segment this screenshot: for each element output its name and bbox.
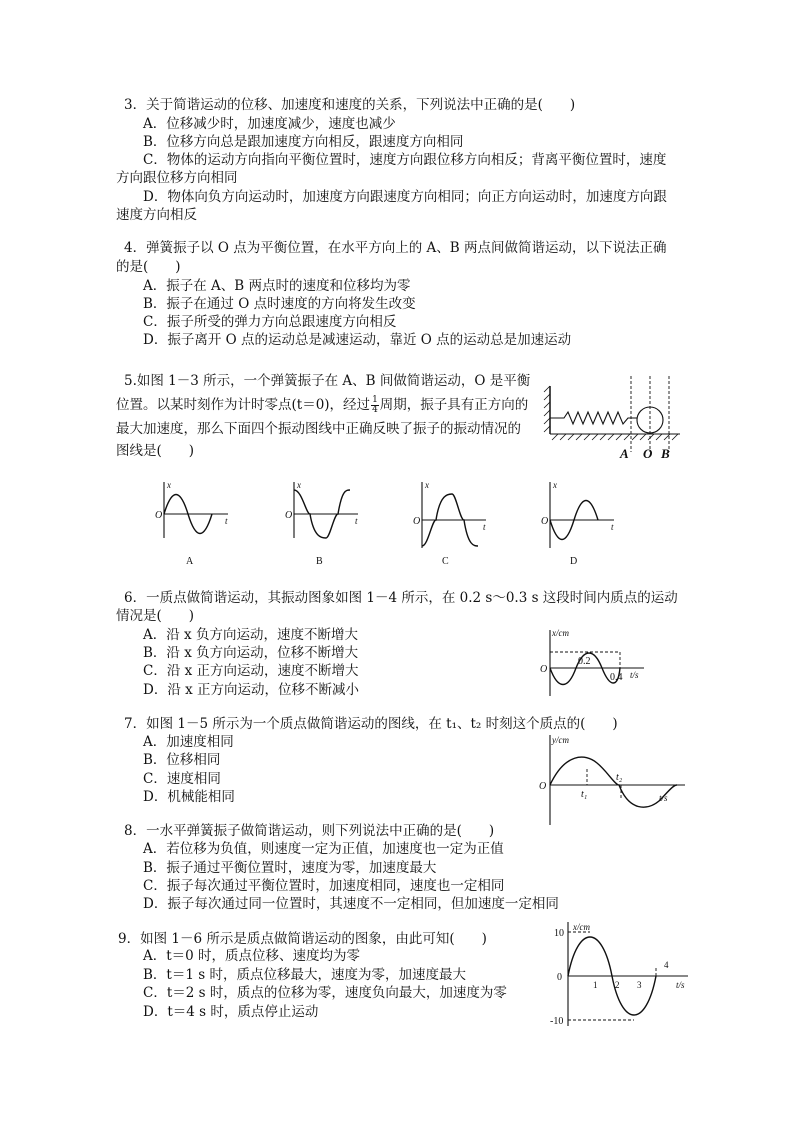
y-max-label: 10 xyxy=(554,928,564,939)
q3-option-c-cont: 方向跟位移方向相同 xyxy=(116,170,238,186)
q6-stem: 6．一质点做简谐运动，其振动图象如图 1－4 所示，在 0.2 s～0.3 s 这段时间内质点的运动 xyxy=(124,590,678,606)
oscillator-ball xyxy=(637,407,663,433)
y-axis-label: x xyxy=(553,480,557,490)
floor-hatching xyxy=(552,434,678,440)
q4-stem: 4．弹簧振子以 O 点为平衡位置，在水平方向上的 A、B 两点间做简谐运动，以下说法正确 xyxy=(124,240,667,256)
q6-option-d: D．沿 x 正方向运动，位移不断减小 xyxy=(143,682,360,698)
q5-line2-pre: 位置。以某时刻作为计时零点(t＝0)，经过 xyxy=(116,397,371,413)
q7-option-b: B．位移相同 xyxy=(143,752,221,768)
y-axis-label: y/cm xyxy=(552,735,569,745)
tick-2: 2 xyxy=(615,980,620,990)
q4-option-c: C．振子所受的弹力方向总跟速度方向相反 xyxy=(143,314,397,330)
y-axis-label: x xyxy=(297,480,301,490)
y-min-label: -10 xyxy=(550,1016,564,1027)
q5-spring-figure xyxy=(540,372,690,462)
q9-option-c: C．t＝2 s 时，质点的位移为零，速度负向最大，加速度为零 xyxy=(143,985,507,1001)
q3-option-d-cont: 速度方向相反 xyxy=(116,207,197,223)
x-axis-label: t xyxy=(611,522,614,532)
x-axis-label: t xyxy=(483,522,486,532)
q5-graph-d xyxy=(538,478,618,568)
q8-option-d: D．振子每次通过同一位置时，其速度不一定相同，但加速度一定相同 xyxy=(143,896,559,912)
graph-b-label: B xyxy=(316,556,323,567)
q5-stem-line2 xyxy=(116,396,528,415)
x-axis-label: t/s xyxy=(630,670,639,680)
q9-option-d: D．t＝4 s 时，质点停止运动 xyxy=(143,1004,319,1020)
q5-stem-line1: 5.如图 1－3 所示，一个弹簧振子在 A、B 间做简谐运动，O 是平衡 xyxy=(124,373,531,389)
q6-option-b: B．沿 x 负方向运动，位移不断增大 xyxy=(143,645,359,661)
tick-4: 4 xyxy=(664,960,669,970)
q7-curve xyxy=(550,757,677,807)
origin-label: O xyxy=(413,516,421,527)
tick-1: 1 xyxy=(593,980,598,990)
q3-option-b: B．位移方向总是跟加速度方向相反，跟速度方向相同 xyxy=(143,134,464,150)
q5-graph-a xyxy=(152,478,232,568)
q6-stem-cont: 情况是( ) xyxy=(116,608,195,624)
y-axis-label: x/cm xyxy=(552,628,569,638)
q5-line2-post: 周期，振子具有正方向的 xyxy=(379,397,529,413)
origin-label: O xyxy=(539,781,547,792)
q8-option-b: B．振子通过平衡位置时，速度为零，加速度最大 xyxy=(143,860,437,876)
q7-option-c: C．速度相同 xyxy=(143,771,221,787)
q5-stem-line4: 图线是( ) xyxy=(116,443,195,459)
label-b: B xyxy=(661,446,670,461)
q6-option-c: C．沿 x 正方向运动，速度不断增大 xyxy=(143,663,359,679)
q9-graph xyxy=(540,920,690,1030)
spring xyxy=(550,412,637,424)
q4-option-d: D．振子离开 O 点的运动总是减速运动，靠近 O 点的运动总是加速运动 xyxy=(143,332,572,348)
graph-a-label: A xyxy=(186,556,194,567)
y-axis-label: x xyxy=(167,480,171,490)
q5-stem-line3: 最大加速度，那么下面四个振动图线中正确反映了振子的振动情况的 xyxy=(116,421,521,437)
y-axis-label: x/cm xyxy=(573,922,590,932)
q3-stem: 3．关于简谐运动的位移、加速度和速度的关系，下列说法中正确的是( ) xyxy=(124,97,576,113)
q7-graph xyxy=(537,733,687,828)
q5-graph-c xyxy=(410,478,490,568)
q8-option-a: A．若位移为负值，则速度一定为正值，加速度也一定为正值 xyxy=(143,841,504,857)
q7-option-d: D．机械能相同 xyxy=(143,789,235,805)
tick-0-2: 0.2 xyxy=(578,656,591,667)
q7-option-a: A．加速度相同 xyxy=(143,734,234,750)
q4-option-a: A．振子在 A、B 两点时的速度和位移均为零 xyxy=(143,278,411,294)
q5-graph-b xyxy=(282,478,362,568)
q3-option-d: D．物体向负方向运动时，加速度方向跟速度方向相同；向正方向运动时，加速度方向跟 xyxy=(143,189,667,205)
t2-label: t₂ xyxy=(616,772,623,783)
q7-stem: 7．如图 1－5 所示为一个质点做简谐运动的图线，在 t₁、t₂ 时刻这个质点的( ) xyxy=(124,716,618,732)
origin-label: 0 xyxy=(557,972,562,983)
q8-stem: 8．一水平弹簧振子做简谐运动，则下列说法中正确的是( ) xyxy=(124,823,495,839)
tick-3: 3 xyxy=(637,980,642,990)
q5-frac-den: 4 xyxy=(372,405,378,415)
q9-option-a: A．t＝0 时，质点位移、速度均为零 xyxy=(143,948,361,964)
q4-stem-cont: 的是( ) xyxy=(116,259,181,275)
x-axis-label: t xyxy=(355,516,358,526)
q8-option-c: C．振子每次通过平衡位置时，加速度相同，速度也一定相同 xyxy=(143,878,505,894)
q3-option-a: A．位移减少时，加速度减少，速度也减少 xyxy=(143,116,396,132)
y-axis-label: x xyxy=(425,480,429,490)
q5-frac-num: 1 xyxy=(372,395,378,405)
x-axis-label: t xyxy=(225,516,228,526)
x-axis-label: t/s xyxy=(676,980,685,990)
wall-hatching xyxy=(544,386,550,432)
origin-label: O xyxy=(285,510,293,521)
x-axis-label: t/s xyxy=(659,793,668,803)
graph-c-label: C xyxy=(442,556,449,567)
q5-quarter-fraction xyxy=(371,396,379,415)
q6-option-a: A．沿 x 负方向运动，速度不断增大 xyxy=(143,627,358,643)
label-a: A xyxy=(620,446,629,461)
q6-graph xyxy=(538,626,648,698)
q9-stem: 9．如图 1－6 所示是质点做简谐运动的图象，由此可知( ) xyxy=(118,931,487,947)
origin-label: O xyxy=(540,664,548,675)
label-o: O xyxy=(643,446,653,461)
t1-label: t₁ xyxy=(581,789,588,800)
graph-d-label: D xyxy=(570,556,578,567)
q9-option-b: B．t＝1 s 时，质点位移最大，速度为零，加速度最大 xyxy=(143,967,466,983)
origin-label: O xyxy=(155,510,163,521)
tick-0-4: 0.4 xyxy=(610,672,623,683)
origin-label: O xyxy=(541,516,549,527)
q3-option-c: C．物体的运动方向指向平衡位置时，速度方向跟位移方向相反；背离平衡位置时，速度 xyxy=(143,152,667,168)
q4-option-b: B．振子在通过 O 点时速度的方向将发生改变 xyxy=(143,296,416,312)
